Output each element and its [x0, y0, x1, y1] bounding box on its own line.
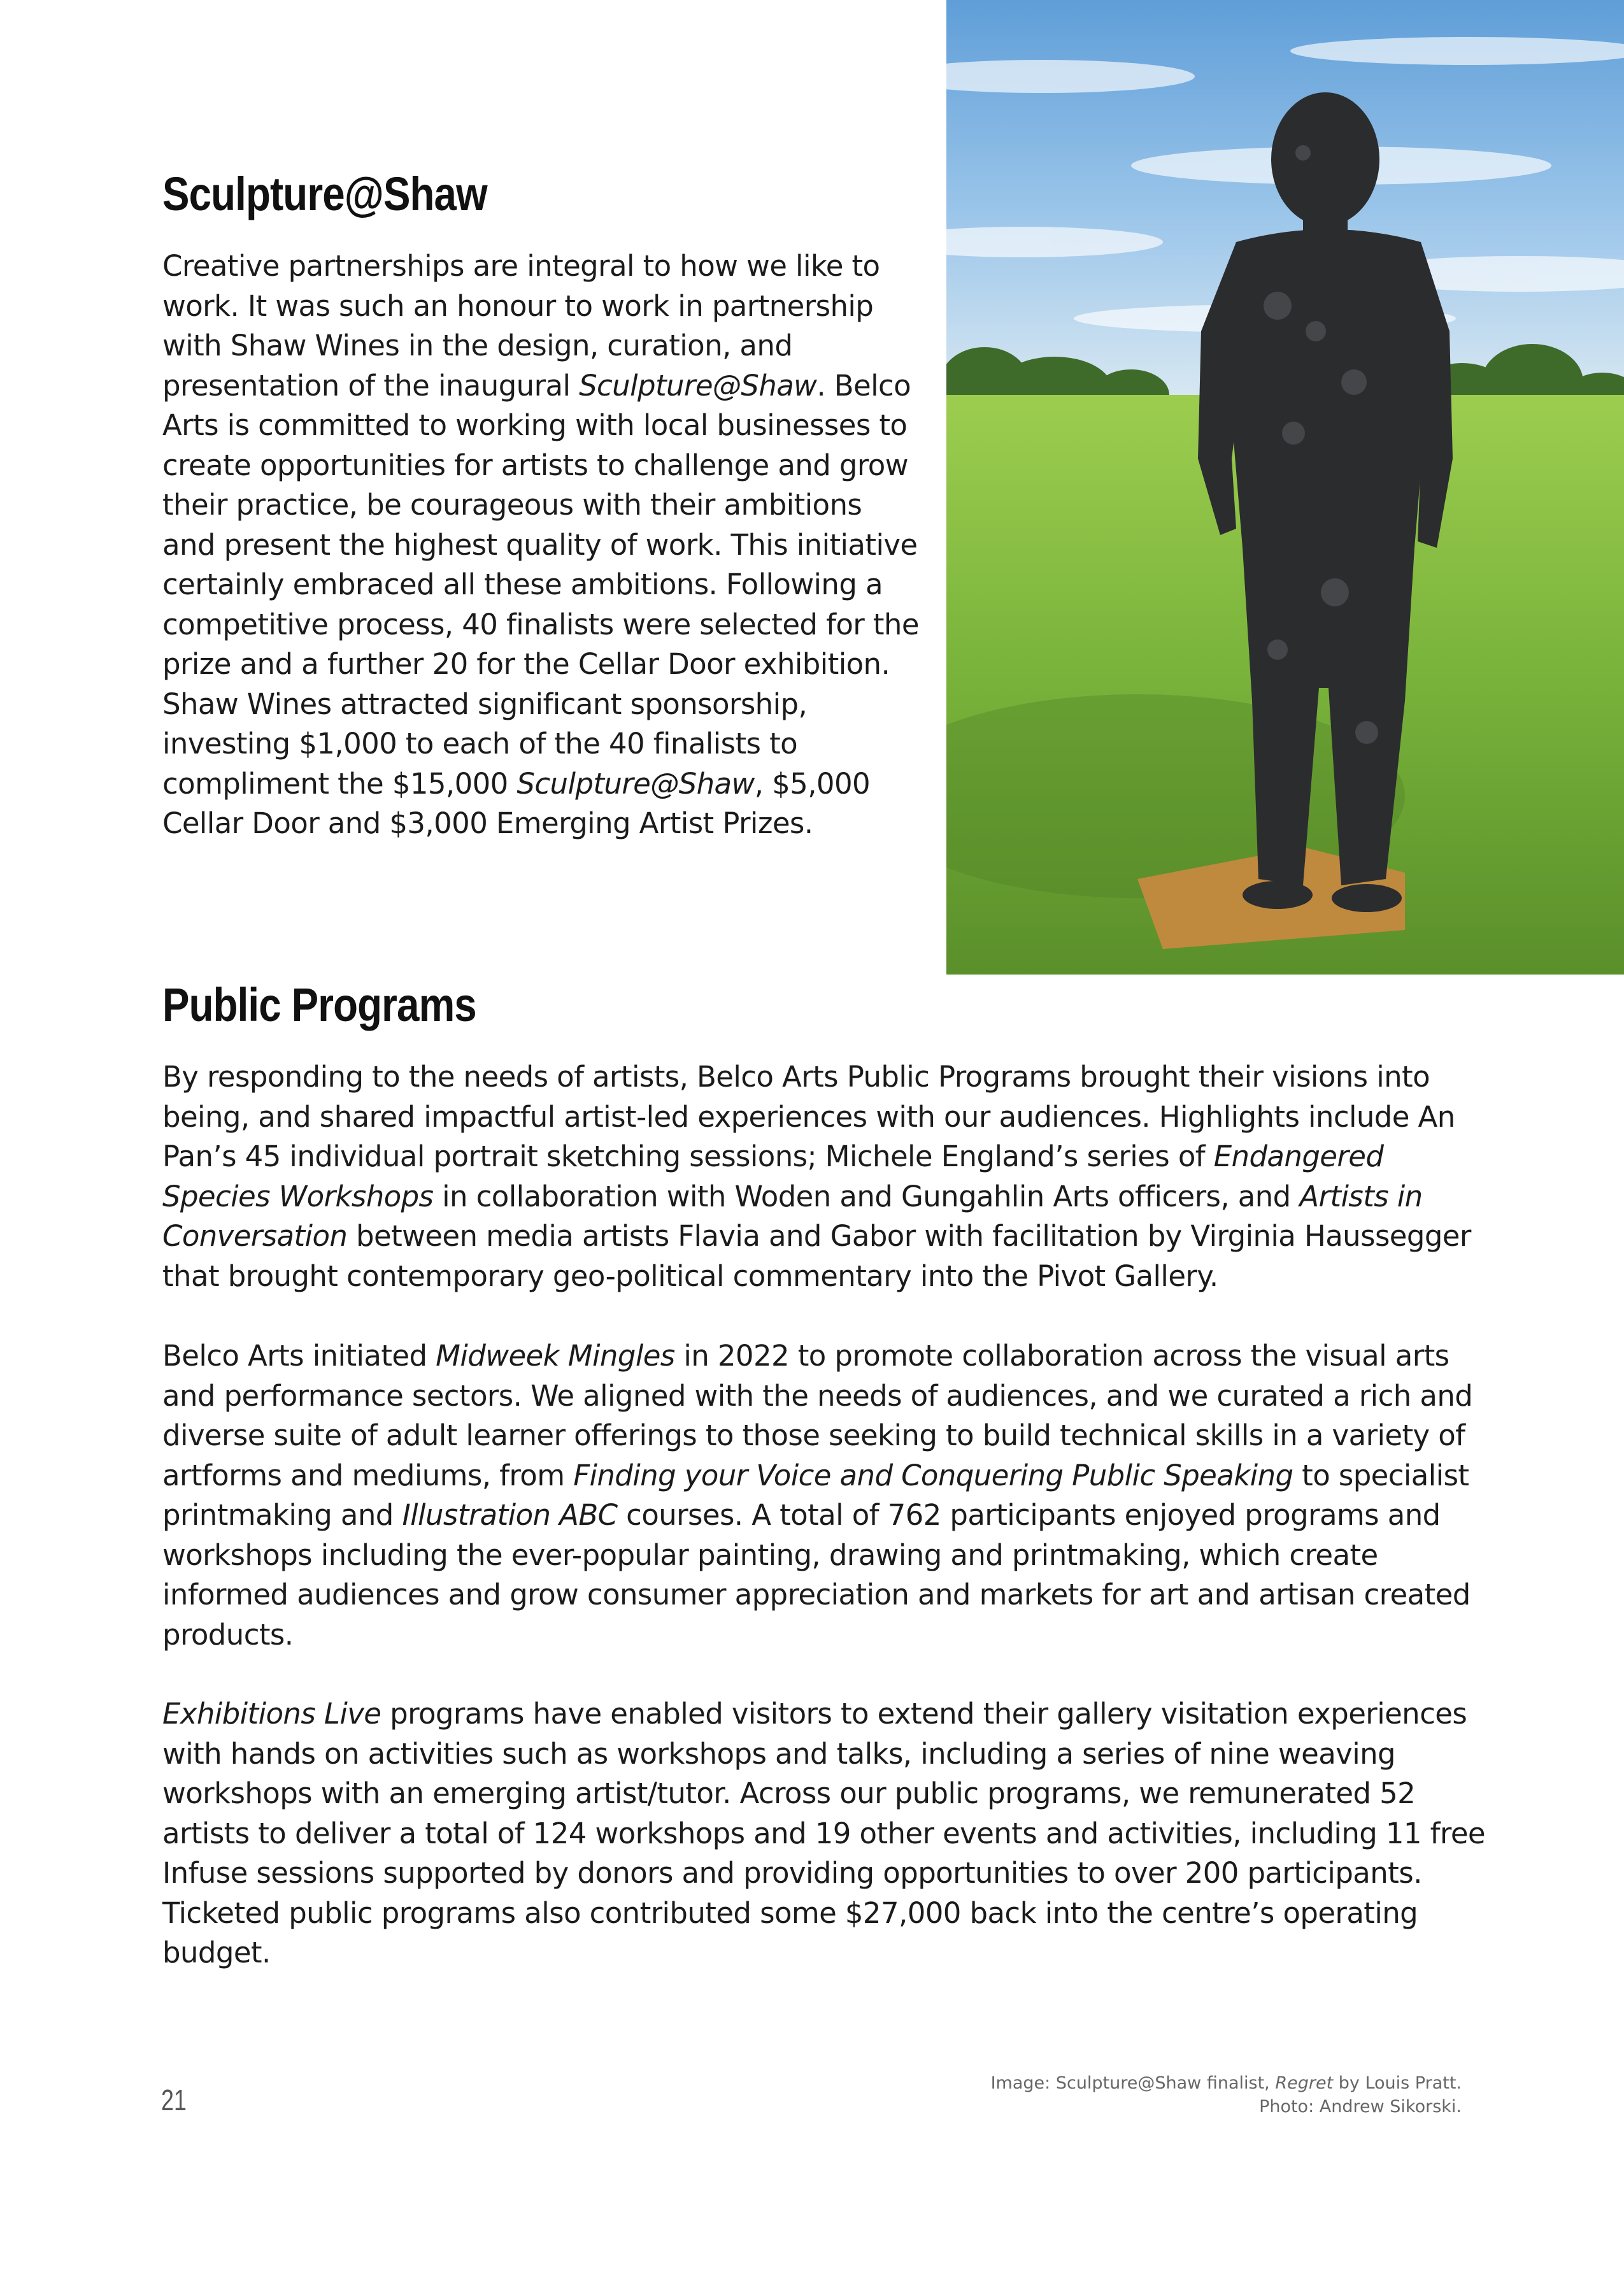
- text-run: By responding to the needs of artists, Belco Arts Public Programs brought their visions into being, and shared impactful artist-led experiences with our audiences. Highlights include An Pan’s 45 individual portrait sketching sessions; Michele England’s series of: [162, 1060, 1455, 1173]
- italic-text-run: Sculpture@Shaw: [516, 766, 755, 801]
- public-programs-paragraph: [162, 1694, 1487, 1973]
- text-run: in collaboration with Woden and Gungahlin Arts officers, and: [433, 1179, 1300, 1213]
- text-run: to specialist printmaking and: [162, 1458, 1469, 1532]
- italic-text-run: Exhibitions Live: [162, 1697, 381, 1731]
- page-number: 21: [161, 2083, 187, 2117]
- sculpture-paragraph: [162, 246, 920, 844]
- text-run: Belco Arts initiated: [162, 1339, 436, 1373]
- caption-line: Photo: Andrew Sikorski.: [1259, 2097, 1462, 2117]
- public-programs-paragraph: [162, 1336, 1487, 1655]
- caption-line: [991, 2071, 1462, 2095]
- text-run: programs have enabled visitors to extend their gallery visitation experiences with hands on activities such as workshops and talks, including a series of nine weaving workshops with an emerging artist/tutor. Across our public programs, we remunerated 52 artists to deliver a total of 124 workshops and 19 other events and activities, including 11 free Infuse sessions supported by donors and providing opportunities to over 200 participants. Ticketed public programs also contributed some $27,000 back into the centre’s operating budget.: [162, 1697, 1485, 1969]
- italic-text-run: Finding your Voice and Conquering Public Speaking: [573, 1458, 1293, 1492]
- text-run: . Belco Arts is committed to working with local businesses to create opportunities for artists to challenge and grow their practice, be courageous with their ambitions and present the highest quality of work. This initiative certainly embraced all these ambitions. Following a competitive process, 40 finalists were selected for the prize and a further 20 for the Cellar Door exhibition. Shaw Wines attracted significant sponsorship, investing $1,000 to each of the 40 finalists to compliment the $15,000: [162, 368, 919, 801]
- italic-text-run: Sculpture@Shaw: [579, 368, 817, 403]
- sculpture-photo: [946, 0, 1624, 975]
- text-run: by Louis Pratt.: [1333, 2073, 1462, 2093]
- italic-text-run: Regret: [1275, 2073, 1334, 2093]
- sculpture-heading: Sculpture@Shaw: [162, 168, 487, 220]
- text-run: in 2022 to promote collaboration across the visual arts and performance sectors. We aligned with the needs of audiences, and we curated a rich and diverse suite of adult learner offerings to those seeking to build technical skills in a variety of artforms and mediums, from: [162, 1339, 1473, 1492]
- italic-text-run: Midweek Mingles: [436, 1339, 675, 1373]
- sculpture-photo-graphic: [946, 0, 1624, 975]
- text-run: courses. A total of 762 participants enjoyed programs and workshops including the ever-popular painting, drawing and printmaking, which create informed audiences and grow consumer appreciation and markets for art and artisan created products.: [162, 1498, 1471, 1652]
- public-programs-paragraph: [162, 1057, 1487, 1296]
- photo-caption: [991, 2071, 1462, 2118]
- italic-text-run: Artists in Conversation: [162, 1179, 1423, 1253]
- text-run: Creative partnerships are integral to how we like to work. It was such an honour to work in partnership with Shaw Wines in the design, curation, and presentation of the inaugural: [162, 249, 880, 403]
- text-run: between media artists Flavia and Gabor with facilitation by Virginia Haussegger that brought contemporary geo-political commentary into the Pivot Gallery.: [162, 1219, 1471, 1293]
- italic-text-run: Illustration ABC: [402, 1498, 618, 1532]
- public-programs-heading: Public Programs: [162, 978, 476, 1031]
- text-run: , $5,000 Cellar Door and $3,000 Emerging Artist Prizes.: [162, 766, 870, 840]
- text-run: Image: Sculpture@Shaw finalist,: [990, 2073, 1276, 2093]
- italic-text-run: Endangered Species Workshops: [162, 1140, 1384, 1213]
